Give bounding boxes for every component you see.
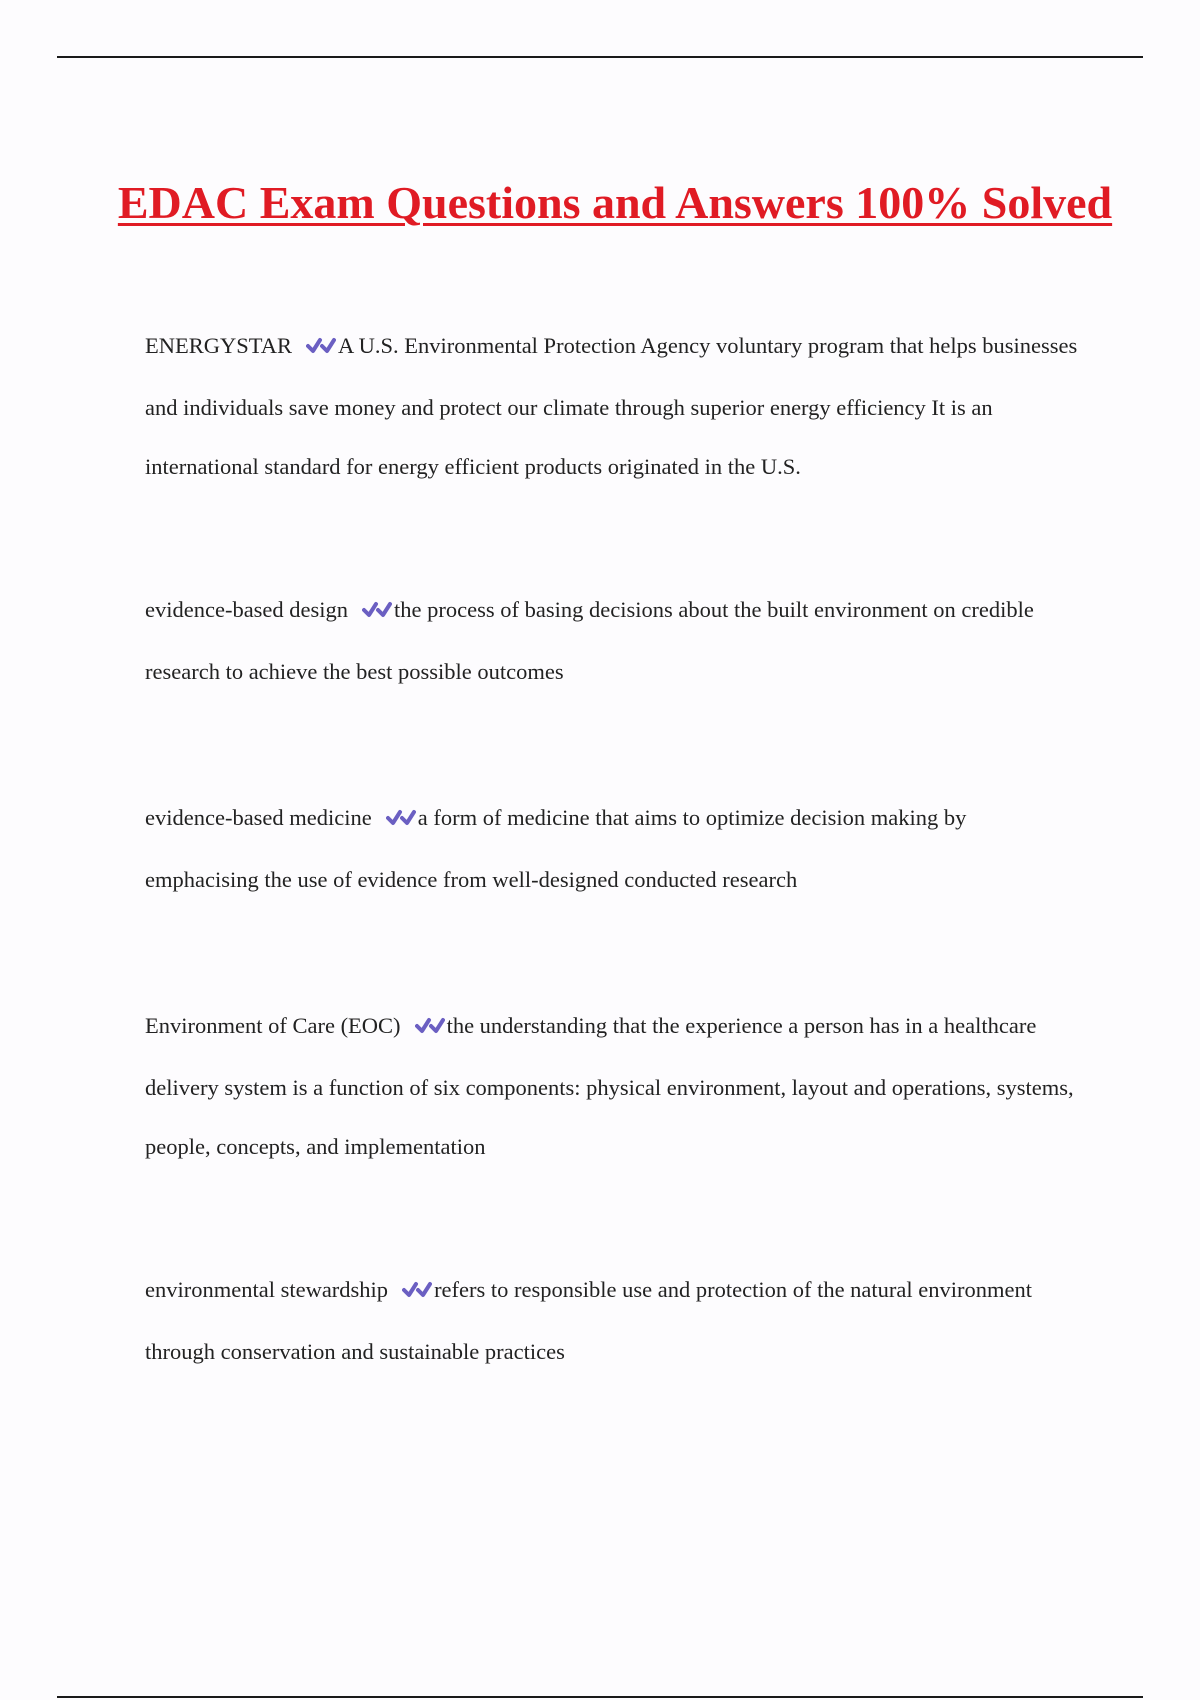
qa-entry <box>145 333 1085 513</box>
qa-entry <box>145 1013 1085 1193</box>
qa-entry <box>145 805 1085 926</box>
definition: the process of basing decisions about the built environment on credible research to achieve the best possible outcomes <box>145 597 1034 684</box>
document-title: EDAC Exam Questions and Answers 100% Solved <box>117 176 1113 228</box>
definition: A U.S. Environmental Protection Agency voluntary program that helps businesses and individuals save money and protect our climate through superior energy efficiency It is an international standard for energy efficient products originated in the U.S. <box>145 333 1078 479</box>
term: Environment of Care (EOC) <box>145 1013 401 1038</box>
double-check-icon <box>362 583 392 642</box>
qa-text <box>145 788 1085 909</box>
double-check-icon <box>402 1263 432 1322</box>
term: environmental stewardship <box>145 1277 389 1302</box>
definition: refers to responsible use and protection of the natural environment through conservation and sustainable practices <box>145 1277 1032 1364</box>
term: evidence-based medicine <box>145 805 372 830</box>
qa-text <box>145 316 1085 496</box>
qa-text <box>145 1260 1085 1381</box>
definition: the understanding that the experience a person has in a healthcare delivery system is a function of six components: physical environment, layout and operations, systems, people, concepts, and implementation <box>145 1013 1074 1159</box>
term: ENERGYSTAR <box>145 333 292 358</box>
qa-entry <box>145 1277 1085 1398</box>
double-check-icon <box>415 999 445 1058</box>
qa-entry <box>145 597 1085 718</box>
term: evidence-based design <box>145 597 349 622</box>
top-rule <box>57 56 1143 58</box>
double-check-icon <box>306 319 336 378</box>
double-check-icon <box>386 791 416 850</box>
qa-text <box>145 580 1085 701</box>
definition: a form of medicine that aims to optimize decision making by emphacising the use of evidence from well-designed conducted research <box>145 805 967 892</box>
qa-text <box>145 996 1085 1176</box>
bottom-rule <box>57 1696 1143 1698</box>
